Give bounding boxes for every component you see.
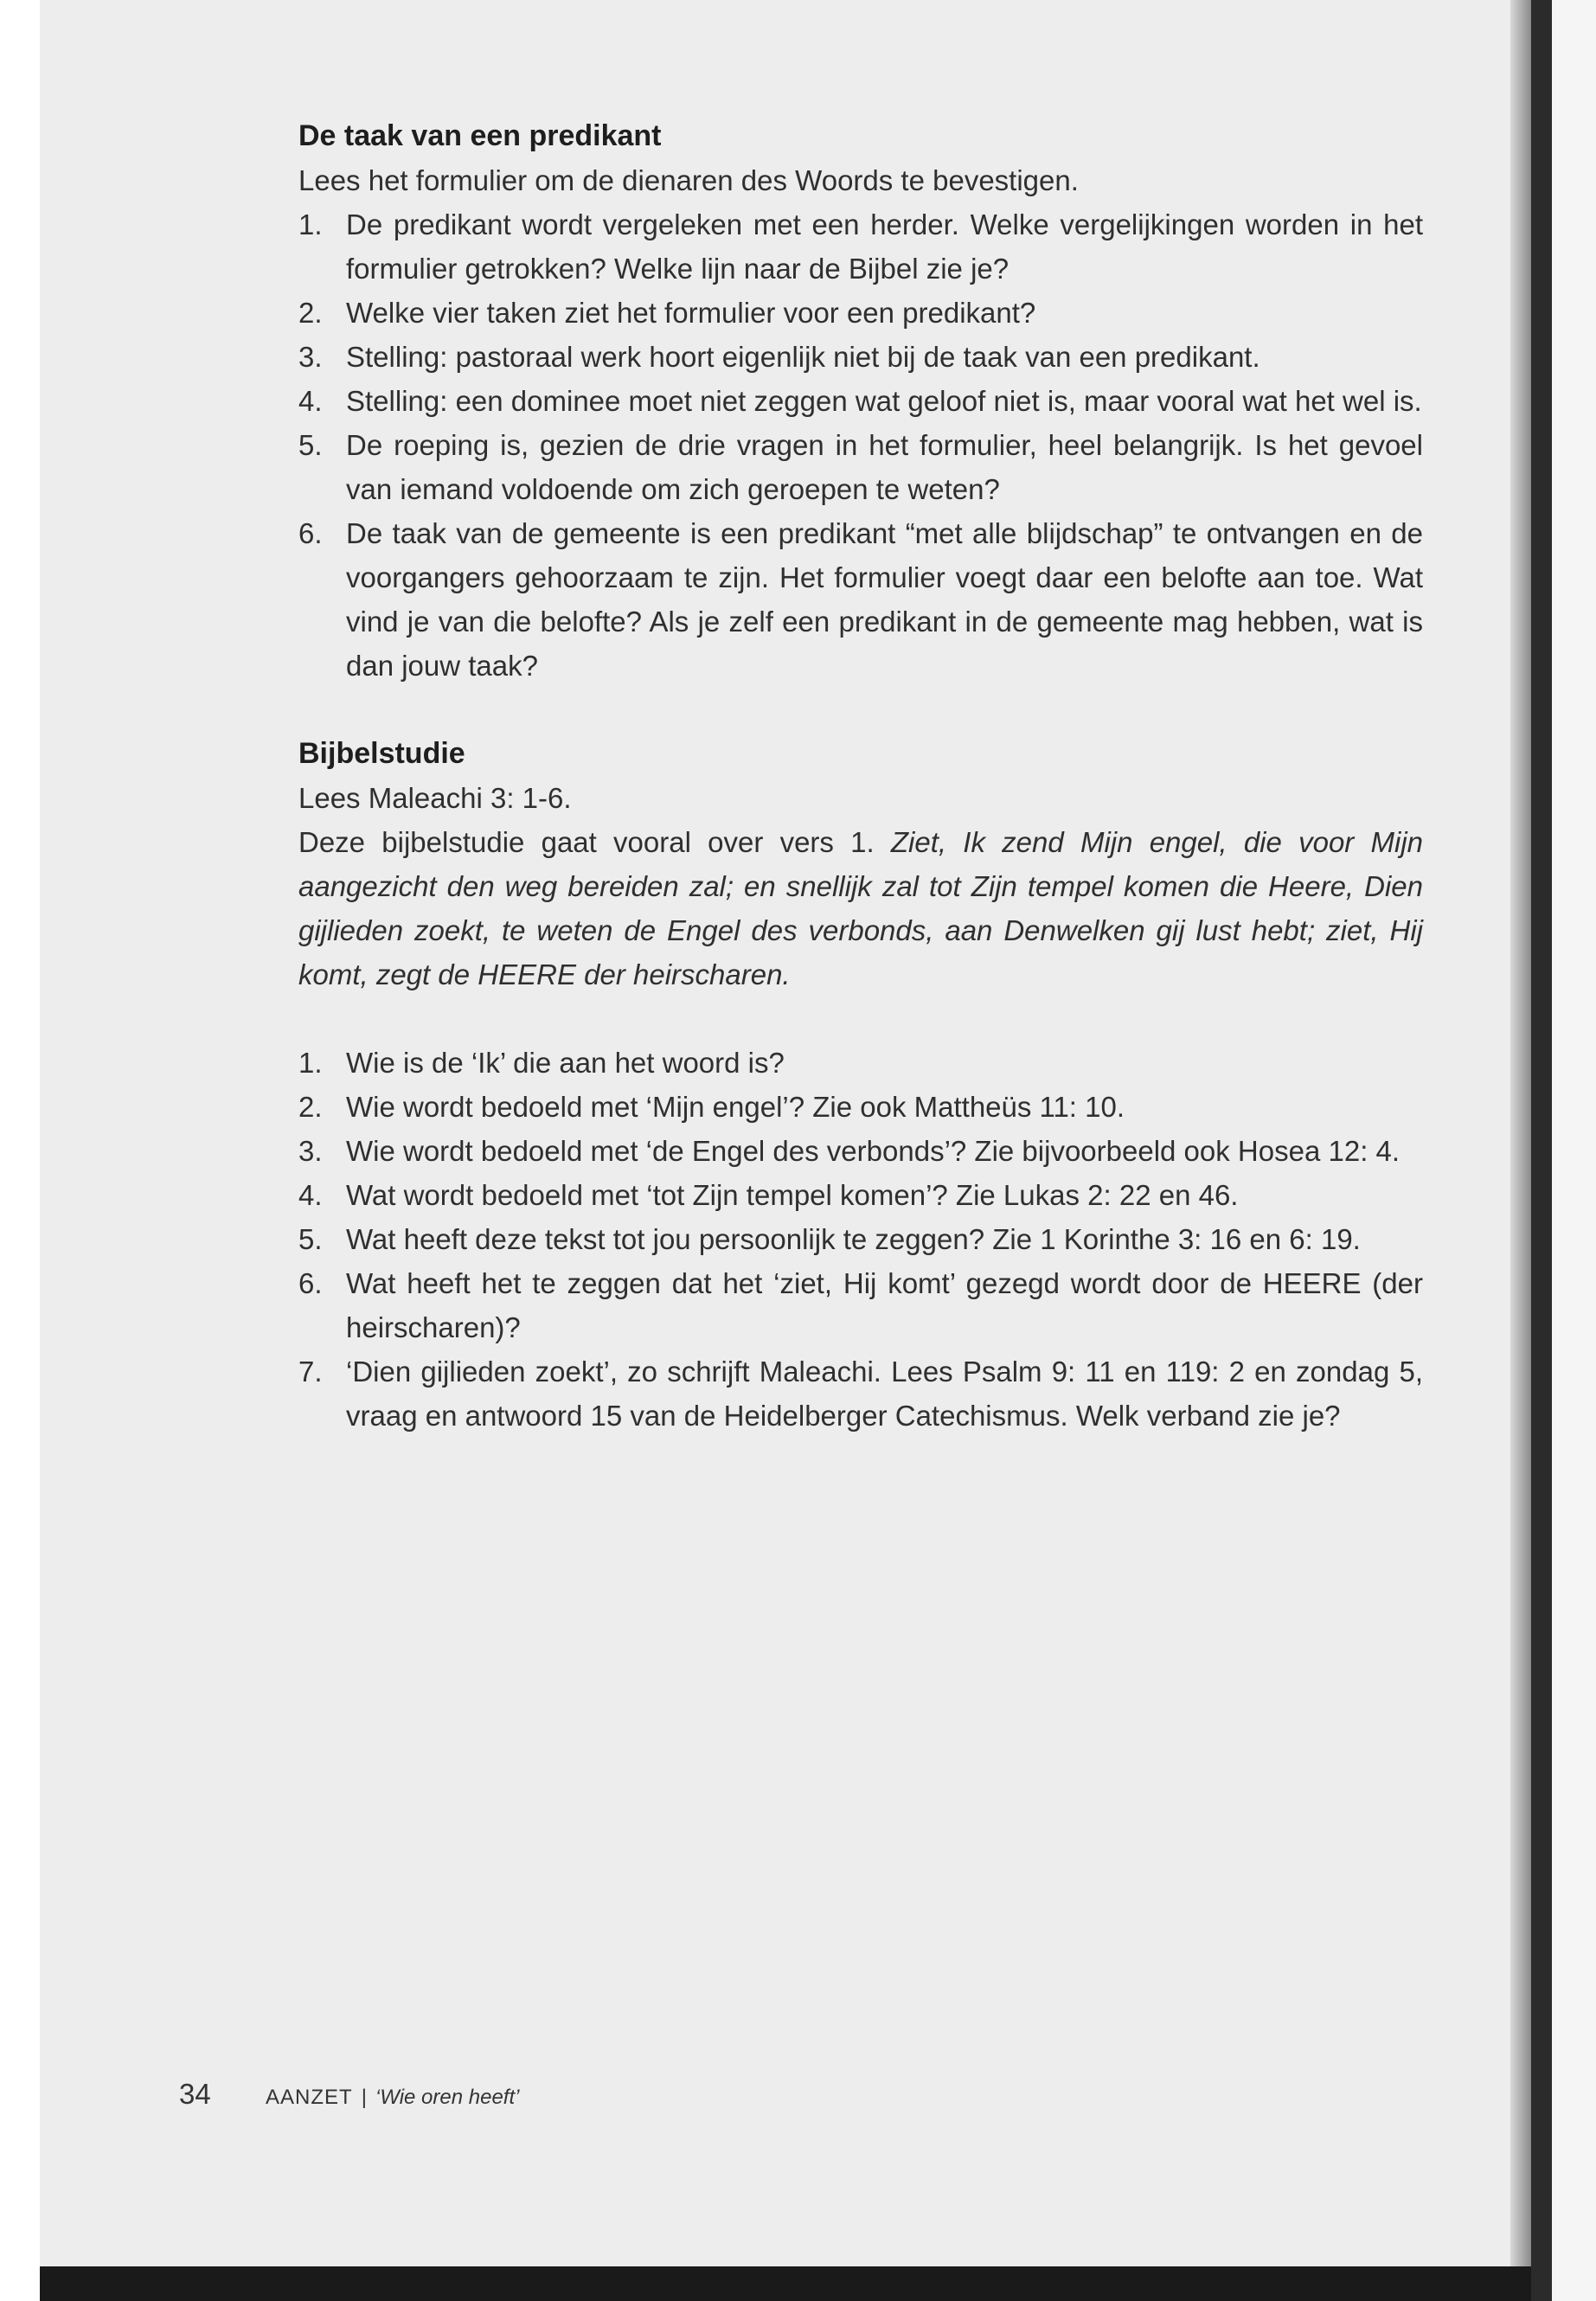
item-text: Wat wordt bedoeld met ‘tot Zijn tempel komen’? Zie Lukas 2: 22 en 46. [346,1179,1239,1211]
item-number: 5. [298,1223,323,1255]
study-paragraph [298,820,1423,997]
item-text: Wie wordt bedoeld met ‘Mijn engel’? Zie ook Mattheüs 11: 10. [346,1091,1125,1123]
item-text: Wie wordt bedoeld met ‘de Engel des verbonds’? Zie bijvoorbeeld ook Hosea 12: 4. [346,1135,1401,1167]
item-number: 2. [298,297,323,329]
page-left-margin [0,0,40,2301]
section-bijbelstudie [298,732,1423,1438]
item-text: Wat heeft deze tekst tot jou persoonlijk te zeggen? Zie 1 Korinthe 3: 16 en 6: 19. [346,1223,1361,1255]
scan-bottom-edge [40,2266,1531,2301]
item-number: 6. [298,517,323,549]
list-item [298,423,1423,511]
scan-background [1552,0,1596,2301]
item-text: Wie is de ‘Ik’ die aan het woord is? [346,1047,785,1079]
list-item [298,1217,1423,1261]
item-number: 1. [298,208,323,240]
section-intro: Lees Maleachi 3: 1-6. [298,782,572,814]
page-number: 34 [179,2078,211,2110]
book-spine [1531,0,1552,2301]
section-taak-predikant [298,114,1423,688]
item-number: 6. [298,1267,323,1299]
scripture-quote: Ziet, Ik zend Mijn engel, die voor Mijn aangezicht den weg bereiden zal; en snellijk zal tot Zijn tempel komen die Heere, Dien gijlieden zoekt, te weten de Engel des verbonds, aan Denwelken gij lust hebt; ziet, Hij komt, zegt de HEERE der heirscharen. [298,826,1424,990]
item-number: 1. [298,1047,323,1079]
footer-separator: | [361,2086,367,2109]
section-title: De taak van een predikant [298,119,662,152]
item-text: Wat heeft het te zeggen dat het ‘ziet, Hij komt’ gezegd wordt door de HEERE (der heirscharen)? [346,1267,1423,1343]
list-item [298,1129,1423,1173]
item-text: De predikant wordt vergeleken met een herder. Welke vergelijkingen worden in het formulier getrokken? Welke lijn naar de Bijbel zie je? [346,208,1423,285]
item-number: 3. [298,1135,323,1167]
item-text: ‘Dien gijlieden zoekt’, zo schrijft Maleachi. Lees Psalm 9: 11 en 119: 2 en zondag 5, vraag en antwoord 15 van de Heidelberger Catechismus. Welk verband zie je? [346,1356,1423,1432]
item-number: 2. [298,1091,323,1123]
list-item [298,1349,1423,1438]
section-spacer [298,688,1423,732]
item-number: 7. [298,1356,323,1388]
item-text: De taak van de gemeente is een predikant “met alle blijdschap” te ontvangen en de voorgangers gehoorzaam te zijn. Het formulier voegt daar een belofte aan toe. Wat vind je van die belofte? Als je zelf een predikant in de gemeente mag hebben, wat is dan jouw taak? [346,517,1423,682]
list-item [298,1261,1423,1349]
item-number: 3. [298,341,323,373]
item-text: Welke vier taken ziet het formulier voor een predikant? [346,297,1036,329]
question-list [298,1041,1423,1438]
study-lead: Deze bijbelstudie gaat vooral over vers 1. [298,826,875,858]
item-text: Stelling: een dominee moet niet zeggen wat geloof niet is, maar vooral wat het wel is. [346,385,1422,417]
list-item [298,511,1423,688]
item-number: 4. [298,1179,323,1211]
section-title: Bijbelstudie [298,737,465,770]
book-spine-shadow [1510,0,1531,2301]
list-item [298,1085,1423,1129]
series-name: AANZET [266,2086,353,2109]
item-number: 5. [298,429,323,461]
item-number: 4. [298,385,323,417]
page-content [298,114,1423,1438]
paragraph-spacer [298,997,1423,1041]
page-footer [179,2078,519,2111]
item-text: De roeping is, gezien de drie vragen in het formulier, heel belangrijk. Is het gevoel van iemand voldoende om zich geroepen te weten? [346,429,1423,505]
list-item [298,291,1423,335]
question-list [298,202,1423,688]
list-item [298,202,1423,291]
list-item [298,379,1423,423]
list-item [298,1041,1423,1085]
section-intro: Lees het formulier om de dienaren des Woords te bevestigen. [298,164,1079,196]
list-item [298,1173,1423,1217]
item-text: Stelling: pastoraal werk hoort eigenlijk niet bij de taak van een predikant. [346,341,1260,373]
list-item [298,335,1423,379]
book-subtitle: ‘Wie oren heeft’ [375,2086,520,2109]
